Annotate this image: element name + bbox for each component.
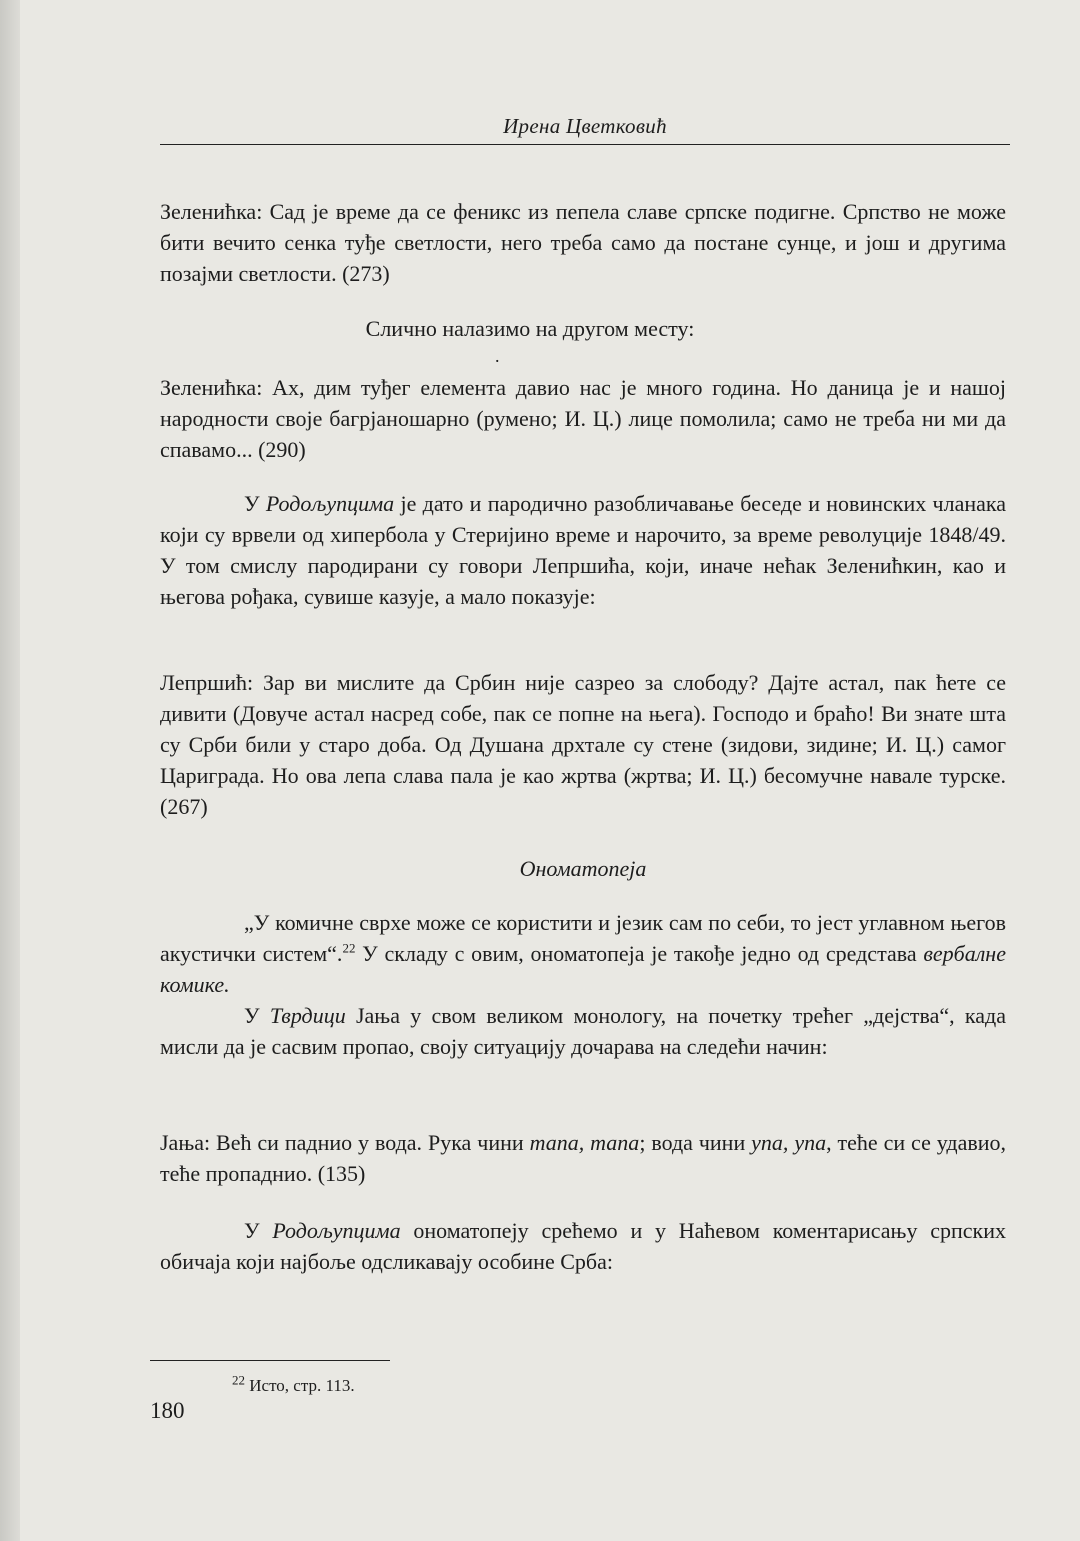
quote-leprsic: Лепршић: Зар ви мислите да Србин није сазрео за слободу? Дајте астал, пак ћете се дивити (Довуче астал насред собе, пак се попне на њега). Господо и браћо! Ви знате шта су Срби били у старо доба. Од Душана дрхтале су стене (зидови, зидине; И. Ц.) самог Цариграда. Но ова лепа слава пала је као жртва (жртва; И. Ц.) бесомучне навале турске. (267) xyxy=(160,670,1006,819)
onomatopoeia-word: тапа, тапа xyxy=(529,1130,640,1155)
work-title: Тврдици xyxy=(269,1003,346,1028)
paragraph-onomatopoeia: „У комичне сврхе може се користити и језик сам по себи, то јест углавном његов акустички систем“.$^{22}$ У складу с овим, ономатопеја је такође једно од средстава вербалне комике. xyxy=(160,910,1006,997)
paragraph-similar: Слично налазимо на другом месту: xyxy=(365,316,695,341)
quote-zelenicka-1: Зеленићка: Сад је време да се феникс из пепела славе српске подигне. Српство не може бити вечито сенка туђе светлости, него треба само да постане сунце, и још и другима позајми светлости. (273) xyxy=(160,199,1006,286)
footnote: $^{22}$ Исто, стр. 113. xyxy=(232,1372,355,1395)
footnote-rule xyxy=(150,1360,390,1361)
paragraph-nacevo: У Родољупцима ономатопеју срећемо и у Наћевом коментарисању српских обичаја који најбоље одсликавају особине Срба: xyxy=(160,1218,1006,1274)
work-title: Родољупцима xyxy=(265,491,395,516)
stray-dot: . xyxy=(495,346,500,366)
onomatopoeia-word: упа, упа xyxy=(751,1130,827,1155)
section-heading: Ономатопеја xyxy=(519,856,647,881)
term: вербалне комике. xyxy=(160,941,1006,997)
footnote-ref: 22 xyxy=(342,940,356,956)
running-header-author: Ирена Цветковић xyxy=(503,114,667,138)
quote-zelenicka-2: Зеленићка: Ах, дим туђег елемента давио нас је много година. Но даница је и нашој народности своје багрјаношарно (румено; И. Ц.) лице помолила; само не треба ни ми да спавамо... (290) xyxy=(160,375,1006,462)
paragraph-rodoljupci-parody: У Родољупцима је дато и пародично разобличавање беседе и новинских чланака који су врвели од хипербола у Стеријино време и нарочито, за време револуције 1848/49. У том смислу пародирани су говори Лепршића, који, иначе нећак Зеленићкин, као и његова рођака, сувише казује, а мало показује: xyxy=(160,491,1006,609)
work-title: Родољупцима xyxy=(272,1218,401,1243)
header-rule xyxy=(160,144,1010,145)
paragraph-tvrdica: У Тврдици Јања у свом великом монологу, на почетку трећег „дејства“, када мисли да је сасвим пропао, своју ситуацију дочарава на следећи начин: xyxy=(160,1003,1006,1059)
quote-janja: Јања: Већ си паднио у вода. Рука чини тапа, тапа; вода чини упа, упа, теће си се удавио, теће пропаднио. (135) xyxy=(160,1130,1007,1186)
page-number: 180 xyxy=(150,1398,185,1423)
